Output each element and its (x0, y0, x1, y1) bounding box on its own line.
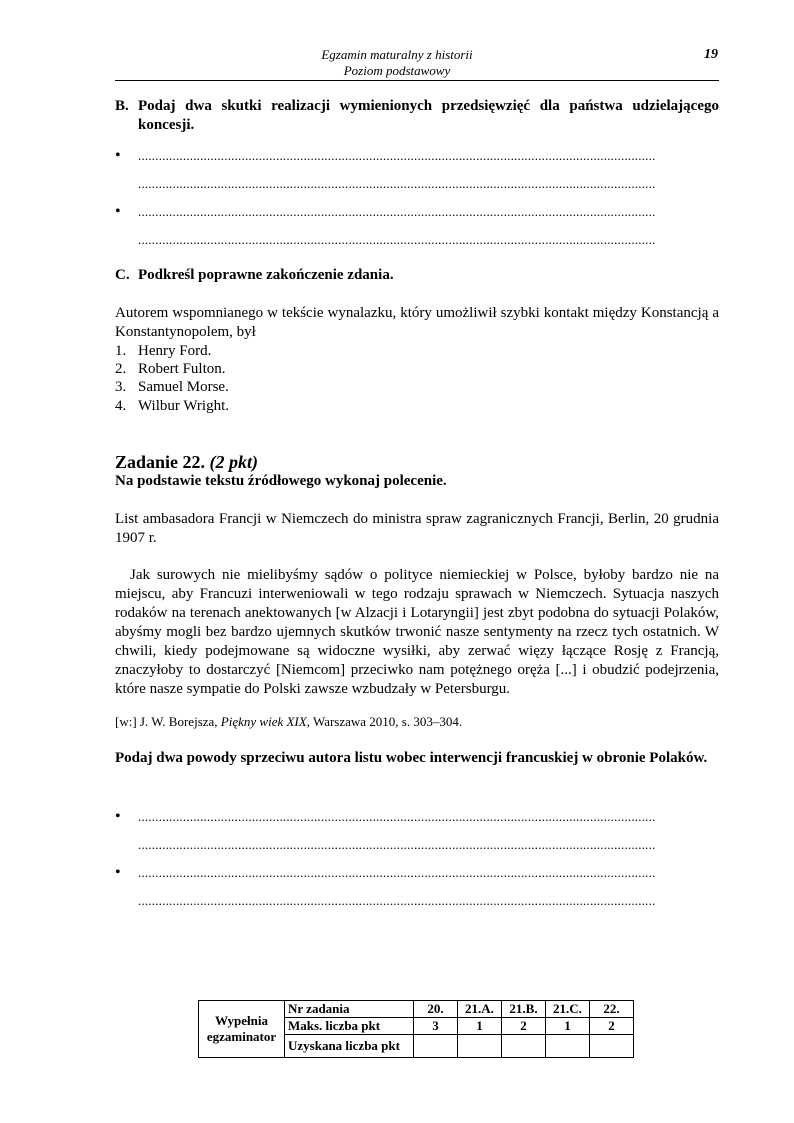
max-points-cell: 1 (546, 1018, 590, 1035)
question-b-text: Podaj dwa skutki realizacji wymienionych przedsięwzięć dla państwa udzielającego koncesji. (138, 98, 719, 133)
option-2[interactable]: 2. Robert Fulton. (115, 361, 226, 377)
source-text: Jak surowych nie mielibyśmy sądów o polityce niemieckiej w Polsce, byłoby bardzo nie na miejscu, aby Francuzi interweniowali w tego rodzaju sprawach w Niemczech. Sytuacja naszych rodaków na terenach anektowanych [w Alzacji i Lotaryngii] jest zbyt podobna do sytuacji Polaków, abyśmy mogli bez bardzo ujemnych skutków trwonić nasze sentymenty na rzecz tych ostatnich. W chwili, kiedy podejmowane są widoczne wysiłki, aby zerwać więzy łączące Rosję z Francją, znaczyłoby to dostarczyć [Niemcom] przeciwko nam potężnego oręża [...] i obudzić podejrzenia, które nasze sympatie do Polski zawsze wzbudzały w Petersburgu. (115, 567, 719, 697)
source-intro: List ambasadora Francji w Niemczech do ministra spraw zagranicznych Francji, Berlin, 20 grudnia 1907 r. (115, 511, 719, 546)
max-points-cell: 3 (414, 1018, 458, 1035)
answer-line-b1a[interactable]: ...................................................................................................................................................... (138, 149, 656, 163)
page-number: 19 (704, 47, 718, 62)
task-number-cell: 22. (590, 1001, 634, 1018)
answer-line-22-2b[interactable]: ...................................................................................................................................................... (138, 894, 656, 908)
obtained-points-cell[interactable] (546, 1035, 590, 1058)
obtained-points-cell[interactable] (414, 1035, 458, 1058)
obtained-points-cell[interactable] (590, 1035, 634, 1058)
task-22-instruction: Na podstawie tekstu źródłowego wykonaj polecenie. (115, 473, 447, 489)
header-rule (115, 80, 719, 81)
question-c-text: Podkreśl poprawne zakończenie zdania. (138, 267, 394, 283)
question-b-letter: B. (115, 98, 129, 114)
header-subtitle: Poziom podstawowy (343, 63, 451, 78)
answer-line-22-1b[interactable]: ...................................................................................................................................................... (138, 838, 656, 852)
obtained-points-cell[interactable] (458, 1035, 502, 1058)
bullet-icon: • (115, 808, 121, 825)
task-number-cell: 21.C. (546, 1001, 590, 1018)
task-number-cell: 20. (414, 1001, 458, 1018)
question-c-letter: C. (115, 267, 130, 283)
answer-line-b2a[interactable]: ...................................................................................................................................................... (138, 205, 656, 219)
row-label-obtained-points: Uzyskana liczba pkt (285, 1035, 414, 1058)
task-22-question: Podaj dwa powody sprzeciwu autora listu wobec interwencji francuskiej w obronie Polaków. (115, 750, 708, 766)
bullet-icon: • (115, 864, 121, 881)
max-points-cell: 2 (502, 1018, 546, 1035)
task-22-points: (2 pkt) (209, 452, 259, 472)
source-citation: [w:] J. W. Borejsza, Piękny wiek XIX, Warszawa 2010, s. 303–304. (115, 714, 463, 729)
max-points-cell: 2 (590, 1018, 634, 1035)
question-c (115, 266, 719, 285)
question-c-stem: Autorem wspomnianego w tekście wynalazku, który umożliwił szybki kontakt między Konstancją a Konstantynopolem, był (115, 305, 719, 340)
option-1[interactable]: 1. Henry Ford. (115, 343, 212, 359)
bullet-icon: • (115, 147, 121, 164)
bullet-icon: • (115, 203, 121, 220)
row-label-max-points: Maks. liczba pkt (285, 1018, 414, 1035)
obtained-points-cell[interactable] (502, 1035, 546, 1058)
question-b (115, 97, 719, 135)
max-points-cell: 1 (458, 1018, 502, 1035)
task-number-cell: 21.A. (458, 1001, 502, 1018)
answer-line-22-1a[interactable]: ...................................................................................................................................................... (138, 810, 656, 824)
answer-line-22-2a[interactable]: ...................................................................................................................................................... (138, 866, 656, 880)
citation-title: Piękny wiek XIX (220, 714, 307, 729)
option-3[interactable]: 3. Samuel Morse. (115, 379, 229, 395)
task-number-cell: 21.B. (502, 1001, 546, 1018)
row-label-task-number: Nr zadania (285, 1001, 414, 1018)
answer-line-b2b[interactable]: ...................................................................................................................................................... (138, 233, 656, 247)
answer-line-b1b[interactable]: ...................................................................................................................................................... (138, 177, 656, 191)
score-table (198, 1000, 634, 1058)
header-title: Egzamin maturalny z historii (321, 47, 473, 62)
task-22-title: Zadanie 22. (2 pkt) (115, 452, 259, 472)
score-table-side-label: Wypełnia egzaminator (199, 1001, 285, 1058)
option-4[interactable]: 4. Wilbur Wright. (115, 398, 230, 414)
